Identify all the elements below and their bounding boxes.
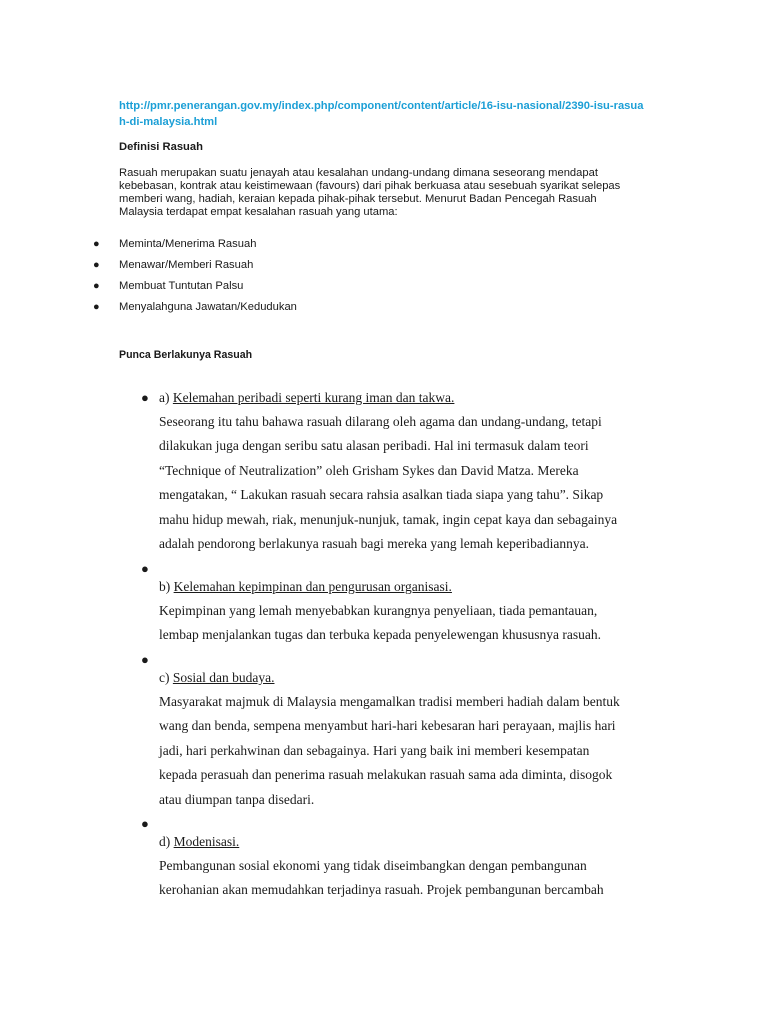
body-line: Pembangunan sosial ekonomi yang tidak diseimbangkan dengan pembangunan [159,858,587,873]
section-title [159,666,274,690]
body-line: Seseorang itu tahu bahawa rasuah dilarang oleh agama dan undang-undang, tetapi [159,414,602,429]
body-line: kepada perasuah dan penerima rasuah melakukan rasuah sama ada diminta, disogok [159,767,613,783]
section-title [159,830,239,854]
section-body [159,410,639,556]
section-title-text: Sosial dan budaya. [172,670,275,685]
bullet-icon: ● [141,561,149,576]
list-item-label: Menyalahguna Jawatan/Kedudukan [119,301,297,313]
section-prefix: a) [159,390,173,405]
body-line: mahu hidup mewah, riak, menunjuk-nunjuk, tamak, ingin cepat kaya dan sebagainya [159,511,618,527]
bullet-icon: ● [93,280,100,292]
bullet-icon: ● [141,816,149,831]
section-body [159,854,639,903]
bullet-icon: ● [93,301,100,313]
source-link[interactable]: http://pmr.penerangan.gov.my/index.php/component/content/article/16-isu-nasional/2390-isu-rasuah-di-malaysia.html [119,100,644,128]
section-body [159,690,639,812]
bullet-icon: ● [93,238,100,250]
body-line: adalah pendorong berlakunya rasuah bagi mereka yang lemah keperibadiannya. [159,536,589,552]
bullet-icon: ● [141,390,149,405]
definisi-line: Rasuah merupakan suatu jenayah atau kesalahan undang-undang dimana seseorang mendapat [119,167,598,179]
section-body [159,599,639,648]
section-title [159,386,454,410]
section-prefix: d) [159,834,174,849]
body-line: “Technique of Neutralization” oleh Grisham Sykes dan David Matza. Mereka [159,462,579,478]
bullet-icon: ● [93,259,100,271]
section-title-text: Modenisasi. [173,834,240,849]
punca-heading: Punca Berlakunya Rasuah [119,349,253,361]
definisi-heading: Definisi Rasuah [119,141,203,153]
section-prefix: c) [159,670,173,685]
definisi-line: Malaysia terdapat empat kesalahan rasuah yang utama: [119,206,398,218]
body-line: wang dan benda, sempena menyambut hari-hari kebesaran hari perayaan, majlis hari [159,718,616,734]
definisi-paragraph [119,167,659,219]
section-title-text: Kelemahan peribadi seperti kurang iman dan takwa. [172,390,455,405]
bullet-icon: ● [141,652,149,667]
definisi-line: memberi wang, hadiah, keraian kepada pihak-pihak tersebut. Menurut Badan Pencegah Rasuah [119,193,597,205]
body-line: jadi, hari perkahwinan dan sebagainya. Hari yang baik ini memberi kesempatan [159,742,590,758]
body-line: lembap menjalankan tugas dan terbuka kepada penyelewengan khususnya rasuah. [159,627,601,643]
body-line: Masyarakat majmuk di Malaysia mengamalkan tradisi memberi hadiah dalam bentuk [159,694,620,709]
section-title-text: Kelemahan kepimpinan dan pengurusan organisasi. [173,579,452,594]
definisi-line: kebebasan, kontrak atau keistimewaan (favours) dari pihak berkuasa atau sesebuah syarikat selepas [119,180,621,192]
list-item-label: Membuat Tuntutan Palsu [119,280,244,292]
body-line: Kepimpinan yang lemah menyebabkan kurangnya penyeliaan, tiada pemantauan, [159,603,598,618]
list-item-label: Meminta/Menerima Rasuah [119,238,257,250]
body-line: atau diumpan tanpa disedari. [159,791,315,807]
section-title [159,575,452,599]
body-line: kerohanian akan memudahkan terjadinya rasuah. Projek pembangunan bercambah [159,882,604,898]
body-line: mengatakan, “ Lakukan rasuah secara rahsia asalkan tiada siapa yang tahu”. Sikap [159,487,604,503]
section-prefix: b) [159,579,174,594]
body-line: dilakukan juga dengan seribu satu alasan peribadi. Hal ini termasuk dalam teori [159,438,589,454]
list-item-label: Menawar/Memberi Rasuah [119,259,254,271]
